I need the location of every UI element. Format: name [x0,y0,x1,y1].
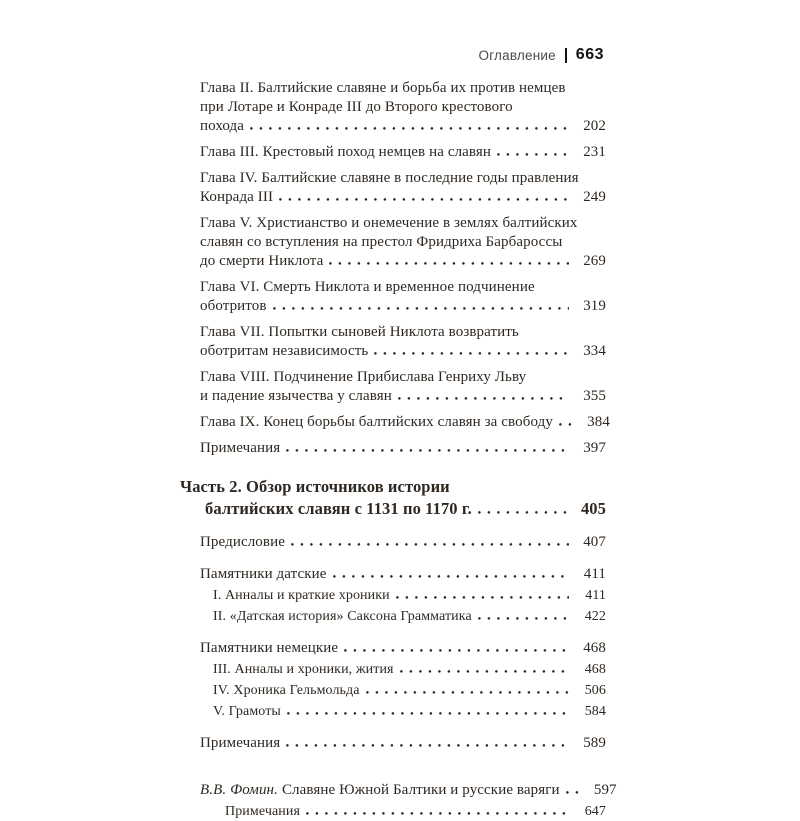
toc-entry-line [200,387,606,406]
toc-entry-line [205,498,606,520]
entry-text: Примечания [200,735,281,751]
toc-entry-line [213,660,606,679]
entry-text: Глава IV. Балтийские славяне в последние годы правления [200,170,579,186]
entry-page-number: 411 [585,588,606,603]
toc-entry-line [200,323,606,342]
toc-entry [180,476,606,520]
toc-entry [200,169,606,207]
entry-page-number: 231 [583,144,606,160]
entry-page-number: 647 [584,804,606,819]
entry-text: славян со вступления на престол Фридриха Барбароссы [200,234,563,250]
toc-entry [200,565,606,584]
entry-text: до смерти Никлота [200,253,324,269]
entry-text: при Лотаре и Конраде III до Второго крестового [200,99,513,115]
dot-leader [559,423,573,426]
header-page-number: 663 [575,46,604,63]
header-divider [565,48,567,63]
dot-leader [374,352,569,355]
entry-page-number: 319 [583,298,606,314]
entry-text: Примечания [200,440,281,456]
toc-entry-line [200,734,606,753]
entry-page-number: 584 [584,704,606,719]
entry-page-number: 334 [583,343,606,359]
entry-text: Славяне Южной Балтики и русские варяги [281,782,560,798]
dot-leader [279,198,569,201]
toc-entry [213,586,606,605]
toc-entry-line [213,586,606,605]
toc-entry [200,781,617,800]
toc-entry [200,278,606,316]
toc-entry [200,734,606,753]
toc-entry-line [213,702,606,721]
entry-page-number: 411 [583,566,606,582]
entry-text: Глава II. Балтийские славяне и борьба их против немцев [200,80,566,96]
entry-text: I. Анналы и краткие хроники [213,588,390,603]
toc-entry [213,660,606,679]
dot-leader [286,449,569,452]
entry-text: III. Анналы и хроники, жития [213,662,394,677]
toc-entry-line [180,476,606,498]
toc-entry [200,143,606,162]
toc-entry-line [200,533,606,552]
entry-text: и падение язычества у славян [200,388,392,404]
toc-entry-line [200,188,606,207]
entry-page-number: 397 [583,440,606,456]
entry-page-number: 405 [580,499,606,518]
entry-text: Памятники немецкие [200,640,339,656]
toc-entry [200,368,606,406]
toc-entry [200,639,606,658]
dot-leader [398,397,569,400]
entry-page-number: 407 [583,534,606,550]
toc-entry [200,413,610,432]
running-header [180,46,606,64]
entry-page-number: 422 [584,609,606,624]
entry-page-number: 597 [593,782,617,798]
toc-entry-line [200,117,606,136]
entry-text: Глава III. Крестовый поход немцев на славян [200,144,492,160]
toc-entry-line [200,413,610,432]
toc-entry [200,533,606,552]
dot-leader [478,617,569,620]
entry-page-number: 384 [587,414,610,430]
toc-entry-line [200,639,606,658]
dot-leader [478,511,569,514]
entry-text: II. «Датская история» Саксона Грамматика [213,609,472,624]
toc-entry [225,802,606,821]
entry-text: Глава VI. Смерть Никлота и временное подчинение [200,279,535,295]
toc-entry-line [200,252,606,271]
entry-text: Часть 2. Обзор источников истории [180,477,450,496]
toc-entry [213,681,606,700]
toc-entry [200,79,606,136]
entry-text: Глава V. Христианство и онемечение в землях балтийских [200,215,578,231]
dot-leader [566,791,580,794]
toc-entry-line [225,802,606,821]
dot-leader [306,812,569,815]
entry-text: Глава VII. Попытки сыновей Никлота возвратить [200,324,519,340]
entry-text: оботритов [200,298,267,314]
entry-text: балтийских славян с 1131 по 1170 г. [205,499,472,518]
dot-leader [287,712,569,715]
toc-entry [200,214,606,271]
toc-entry-line [200,439,606,458]
toc-entry-line [200,98,606,117]
dot-leader [400,670,569,673]
toc-entry-line [213,681,606,700]
entry-page-number: 269 [583,253,606,269]
entry-text: похода [200,118,245,134]
entry-text: Конрада III [200,189,274,205]
dot-leader [329,262,569,265]
toc-entry-line [200,781,617,800]
toc-entry-line [200,278,606,297]
toc-list [180,79,617,821]
toc-entry-line [200,368,606,387]
toc-entry-line [200,565,606,584]
dot-leader [344,649,569,652]
entry-text: оботритам независимость [200,343,369,359]
toc-entry [200,439,606,458]
toc-entry-line [200,143,606,162]
dot-leader [396,596,569,599]
entry-page-number: 355 [583,388,606,404]
entry-text: Примечания [225,804,301,819]
entry-text: IV. Хроника Гельмольда [213,683,360,698]
entry-page-number: 249 [583,189,606,205]
toc-entry [200,323,606,361]
dot-leader [497,153,569,156]
dot-leader [286,744,569,747]
entry-text: Глава IX. Конец борьбы балтийских славян за свободу [200,414,553,430]
header-section-label: Оглавление [478,47,556,63]
dot-leader [366,691,569,694]
toc-entry-line [200,342,606,361]
toc-content [180,46,617,821]
dot-leader [273,307,569,310]
entry-page-number: 468 [583,640,606,656]
entry-text: V. Грамоты [213,704,281,719]
dot-leader [250,127,569,130]
dot-leader [291,543,569,546]
toc-entry-line [200,214,606,233]
toc-entry-line [200,79,606,98]
toc-entry-line [200,297,606,316]
toc-entry [213,702,606,721]
entry-author: В.В. Фомин. [200,782,278,798]
entry-text: Предисловие [200,534,285,550]
toc-entry-line [200,169,606,188]
entry-text: Глава VIII. Подчинение Прибислава Генриху Льву [200,369,527,385]
dot-leader [333,575,569,578]
toc-entry-line [213,607,606,626]
toc-entry [213,607,606,626]
entry-text: Памятники датские [200,566,327,582]
entry-page-number: 506 [584,683,606,698]
toc-entry-line [200,233,606,252]
entry-page-number: 468 [584,662,606,677]
entry-page-number: 589 [583,735,606,751]
entry-page-number: 202 [583,118,606,134]
